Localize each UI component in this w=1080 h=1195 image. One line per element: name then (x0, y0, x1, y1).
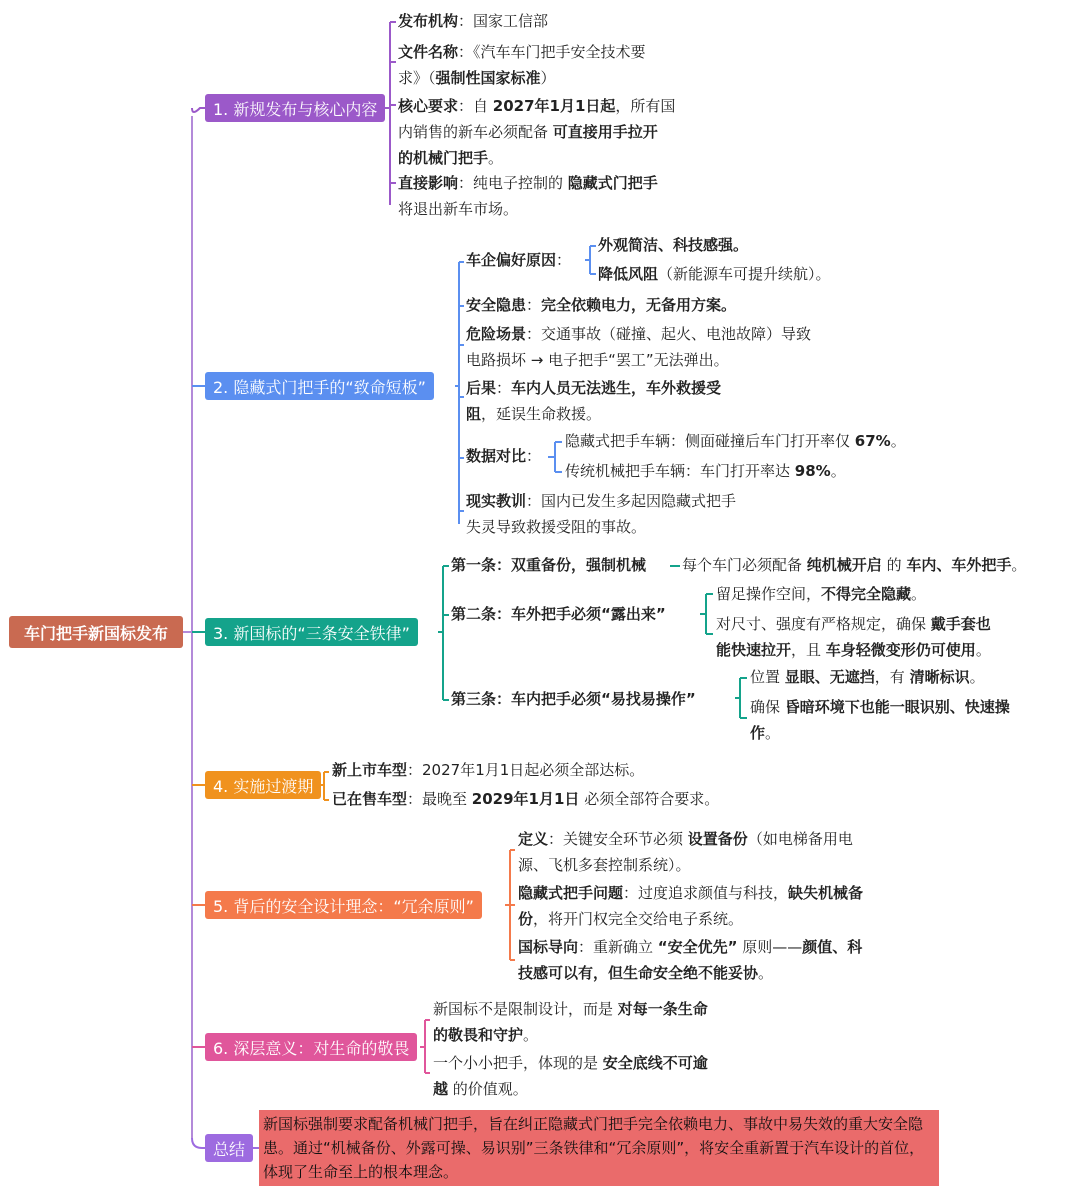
summary-text: 新国标强制要求配备机械门把手，旨在纠正隐藏式门把手完全依赖电力、事故中易失效的重大安全隐患。通过“机械备份、外露可操、易识别”三条铁律和“冗余原则”，将安全重新置于汽车设计的首位，体现了生命至上的根本理念。 (263, 1115, 925, 1181)
cat2-danger-scene: 危险场景：交通事故（碰撞、起火、电池故障）导致 电路损坏 → 电子把手“罢工”无法弹出。 (466, 325, 812, 369)
cat4-new-models: 新上市车型：2027年1月1日起必须全部达标。 (332, 761, 645, 779)
cat3-rule-3: 第三条：车内把手必须“易找易操作” (451, 690, 696, 708)
cat2-data-item-1: 隐藏式把手车辆：侧面碰撞后车门打开率仅 67%。 (565, 432, 906, 450)
cat1-document-name: 文件名称：《汽车车门把手安全技术要 求》（强制性国家标准） (398, 43, 646, 87)
category-1-label: 1. 新规发布与核心内容 (213, 99, 378, 119)
cat3-rule-1: 第一条：双重备份，强制机械 (451, 556, 647, 574)
summary-box (259, 1110, 939, 1186)
cat5-hidden-handle-issue: 隐藏式把手问题：过度追求颜值与科技，缺失机械备 份，将开门权完全交给电子系统。 (518, 884, 864, 928)
category-6-label: 6. 深层意义：对生命的敬畏 (213, 1038, 410, 1058)
category-7-node[interactable] (205, 1134, 253, 1162)
cat2-pref-item-1: 外观简洁、科技感强。 (598, 236, 749, 254)
category-7-label: 总结 (213, 1139, 246, 1159)
root-label: 车门把手新国标发布 (23, 623, 168, 643)
category-3-label: 3. 新国标的“三条安全铁律” (213, 623, 410, 643)
cat2-data-compare: 数据对比： (466, 447, 542, 465)
cat1-direct-impact: 直接影响：纯电子控制的 隐藏式门把手 将退出新车市场。 (398, 174, 658, 218)
category-2-label: 2. 隐藏式门把手的“致命短板” (213, 377, 426, 397)
category-4-node[interactable] (205, 771, 321, 799)
cat1-core-requirement: 核心要求：自 2027年1月1日起，所有国 内销售的新车必须配备 可直接用手拉开 的机械门把手。 (398, 97, 676, 167)
category-1-node[interactable] (205, 94, 385, 122)
cat3-rule-2-item-1: 留足操作空间，不得完全隐藏。 (716, 585, 927, 603)
category-3-node[interactable] (205, 618, 418, 646)
cat6-item-1: 新国标不是限制设计，而是 对每一条生命 的敬畏和守护。 (433, 1000, 708, 1044)
category-5-label: 5. 背后的安全设计理念：“冗余原则” (213, 896, 474, 916)
cat6-item-2: 一个小小把手，体现的是 安全底线不可逾 越 的价值观。 (433, 1054, 708, 1098)
cat2-hazard: 安全隐患：完全依赖电力，无备用方案。 (466, 296, 737, 314)
cat3-rule-3-item-2: 确保 昏暗环境下也能一眼识别、快速操 作。 (750, 698, 1010, 742)
cat5-standard-direction: 国标导向：重新确立 “安全优先” 原则——颜值、科 技感可以有，但生命安全绝不能妥协。 (518, 938, 863, 982)
cat3-rule-3-item-1: 位置 显眼、无遮挡，有 清晰标识。 (750, 668, 985, 686)
cat5-definition: 定义：关键安全环节必须 设置备份（如电梯备用电 源、飞机多套控制系统）。 (518, 830, 853, 874)
category-4-label: 4. 实施过渡期 (213, 776, 314, 796)
category-6-node[interactable] (205, 1033, 417, 1061)
cat2-pref-item-2: 降低风阻（新能源车可提升续航）。 (598, 265, 831, 283)
cat3-rule-2: 第二条：车外把手必须“露出来” (451, 605, 666, 623)
cat2-consequence: 后果：车内人员无法逃生，车外救援受 阻，延误生命救援。 (466, 379, 722, 423)
cat4-existing-models: 已在售车型：最晚至 2029年1月1日 必须全部符合要求。 (332, 790, 720, 808)
category-2-node[interactable] (205, 372, 434, 400)
cat2-data-item-2: 传统机械把手车辆：车门打开率达 98%。 (565, 462, 846, 480)
cat1-publisher: 发布机构：国家工信部 (398, 12, 549, 30)
cat2-preference-reason: 车企偏好原因： (466, 251, 572, 269)
cat3-rule-1-detail: 每个车门必须配备 纯机械开启 的 车内、车外把手。 (682, 556, 1027, 574)
cat3-rule-2-item-2: 对尺寸、强度有严格规定，确保 戴手套也 能快速拉开，且 车身轻微变形仍可使用。 (716, 615, 991, 659)
cat2-real-lesson: 现实教训：国内已发生多起因隐藏式把手 失灵导致救援受阻的事故。 (466, 492, 737, 536)
category-5-node[interactable] (205, 891, 482, 919)
root-node[interactable] (9, 616, 183, 648)
